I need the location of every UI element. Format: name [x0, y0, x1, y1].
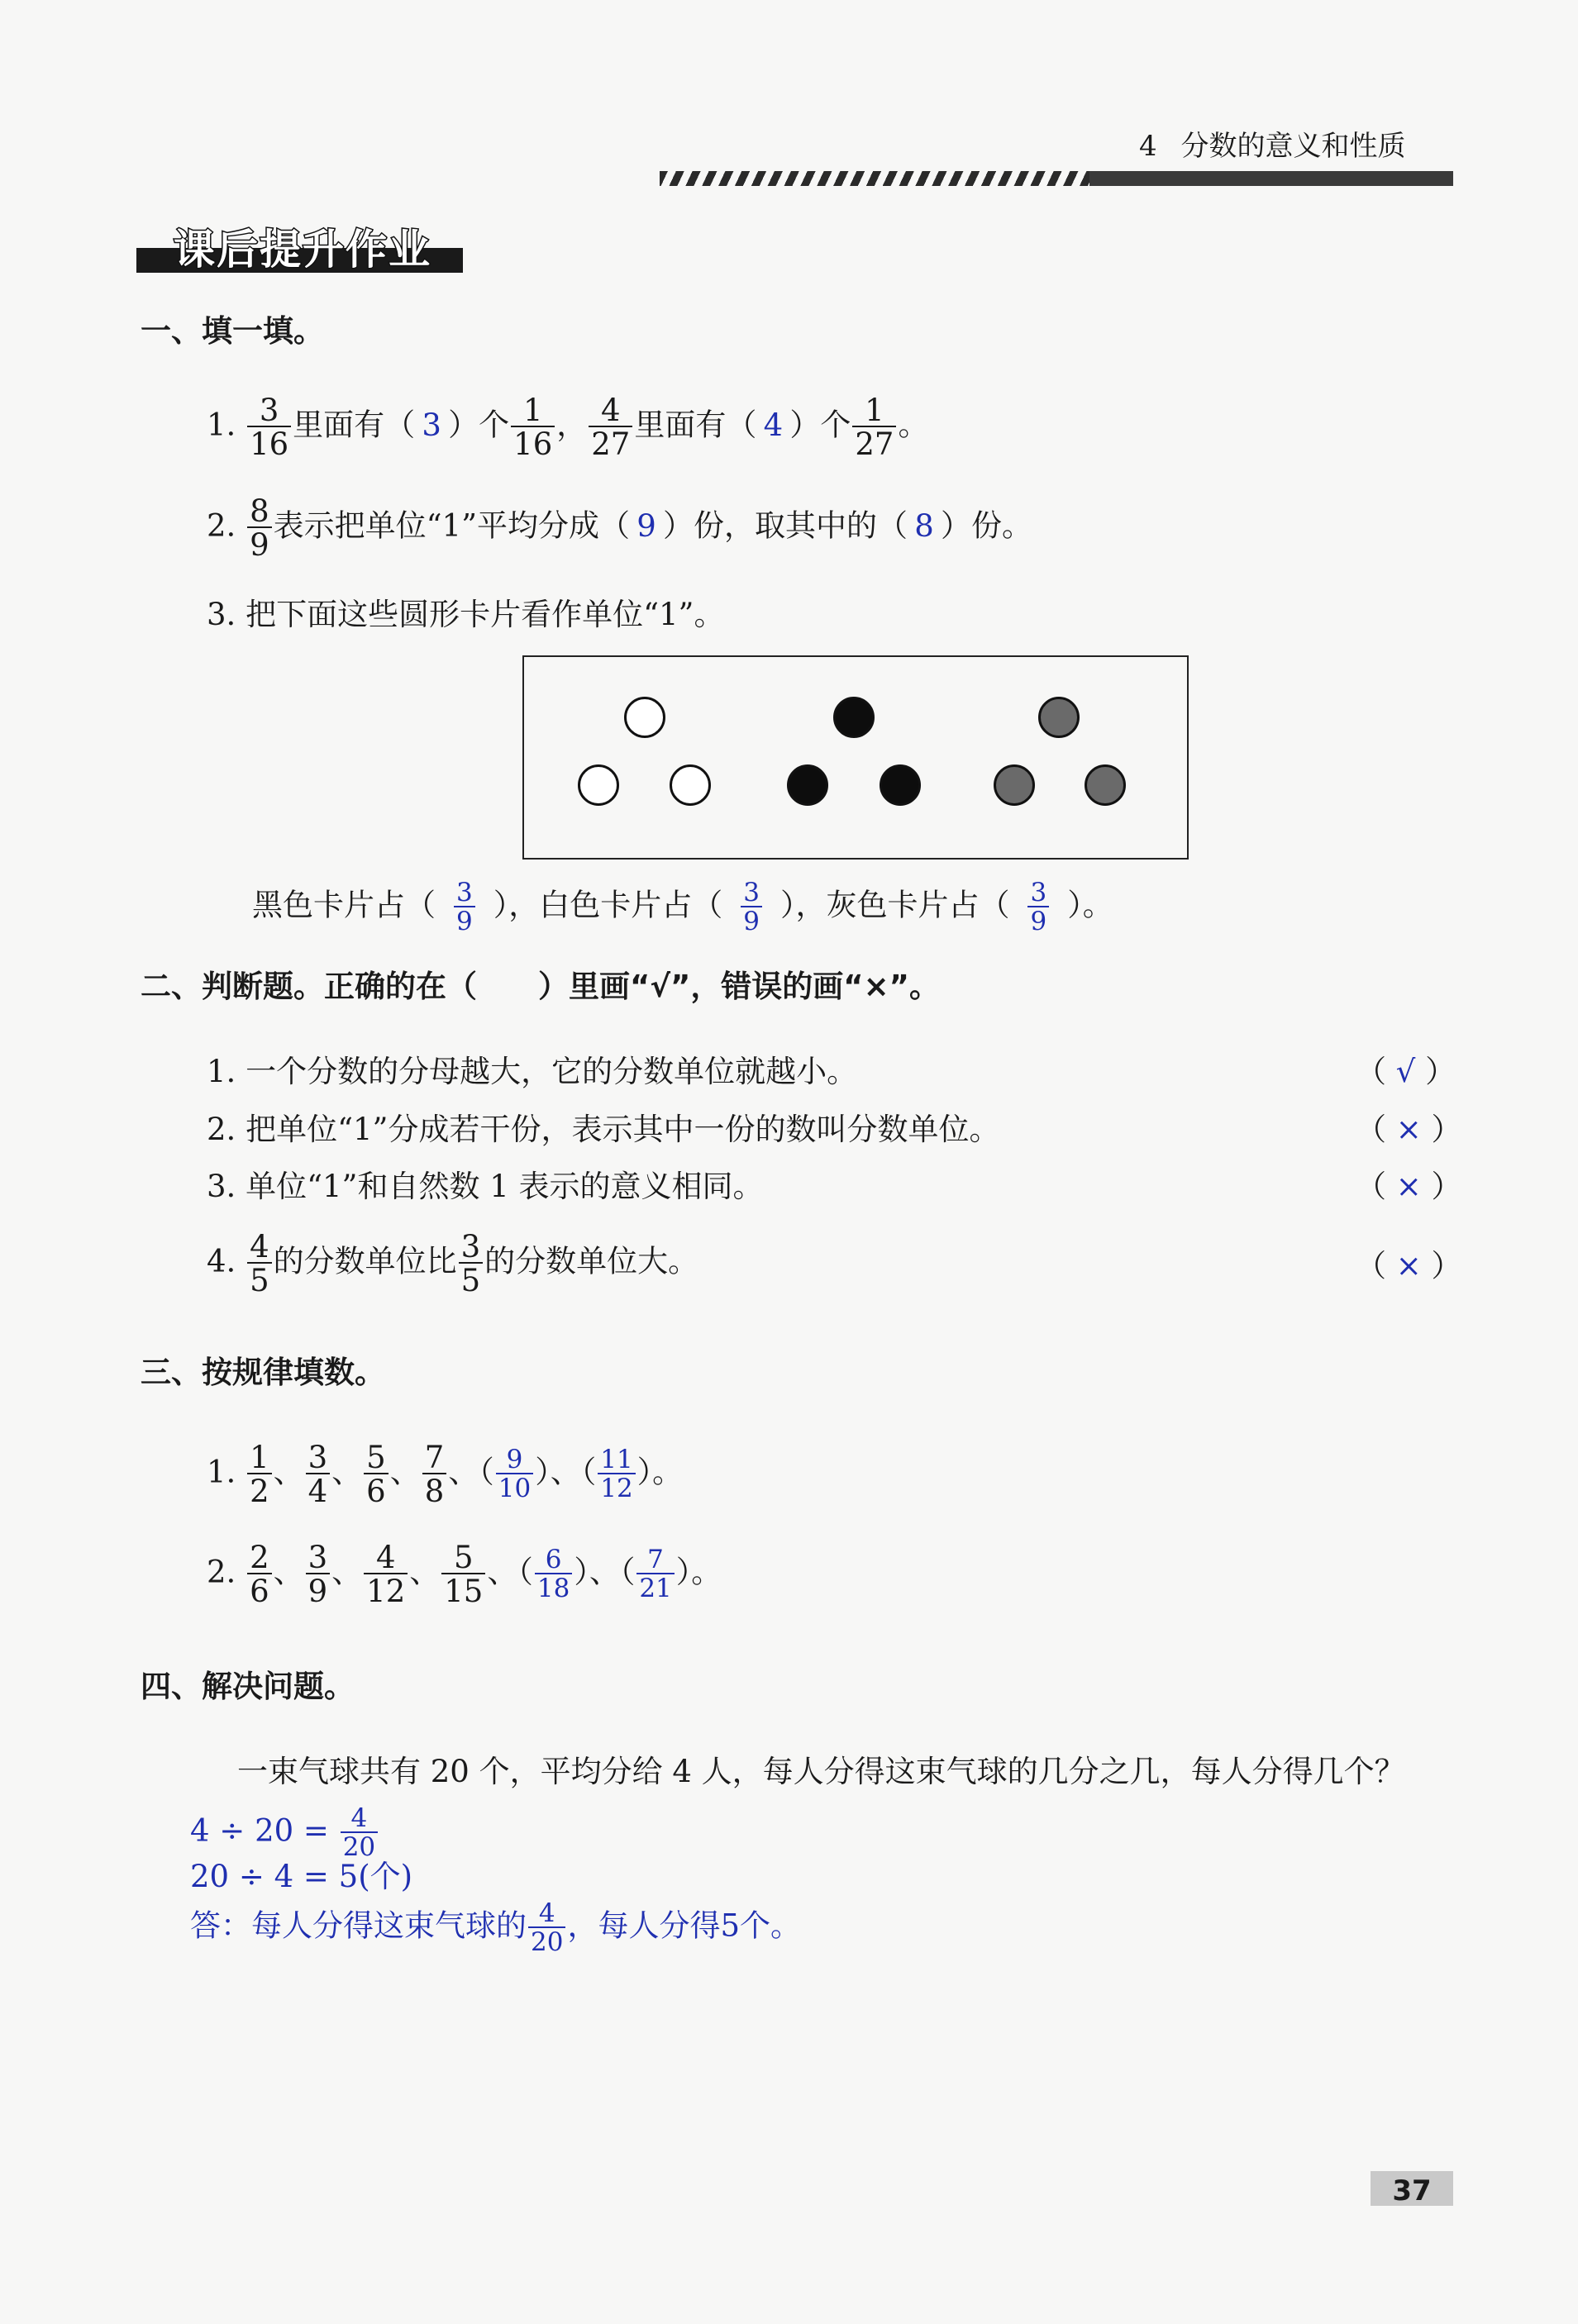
page-number: 37	[1392, 2174, 1432, 2207]
s1-question-3: 3. 把下面这些圆形卡片看作单位“1”。	[207, 597, 725, 632]
solution-line-1: 4 ÷ 20 = $\frac{4}{20}$	[190, 1806, 379, 1860]
judge-answer-4: （ × ）	[1356, 1248, 1462, 1283]
solution-line-2: 20 ÷ 4 = 5(个)	[190, 1859, 413, 1894]
s1-question-2: 2. $\frac{8}{9}$ 表示把单位“1”平均分成（ 9 ）份，取其中的（ 8 ）份。	[207, 493, 1032, 563]
pattern-answer: $\frac{6}{18}$	[535, 1547, 572, 1602]
white-fraction-answer: $\frac{3}{9}$	[741, 880, 762, 935]
judge-answer-2: （ × ）	[1356, 1112, 1462, 1147]
q-number: 2.	[207, 507, 236, 544]
judge-item-3: 3. 单位“1”和自然数 1 表示的意义相同。	[207, 1169, 764, 1204]
solution-answer: 答：每人分得这束气球的 $\frac{4}{20}$ ，每人分得5个。	[190, 1898, 801, 1957]
answer-blank: 3	[422, 407, 441, 443]
fraction: $\frac{3}{16}$	[247, 395, 291, 460]
fraction: $\frac{3}{5}$	[459, 1231, 484, 1296]
q-number: 3.	[207, 597, 236, 632]
section4-heading: 四、解决问题。	[141, 1669, 355, 1704]
fraction: $\frac{4}{5}$	[247, 1231, 272, 1296]
judge-item-4: 4. $\frac{4}{5}$ 的分数单位比 $\frac{3}{5}$ 的分数单位大。	[207, 1229, 699, 1298]
fraction: $\frac{7}{8}$	[422, 1442, 447, 1507]
black-fraction-answer: $\frac{3}{9}$	[454, 880, 475, 935]
fraction: $\frac{4}{27}$	[589, 395, 632, 460]
judge-answer-1: （ √ ）	[1356, 1054, 1456, 1089]
fraction: $\frac{5}{15}$	[441, 1542, 485, 1607]
fraction: $\frac{4}{12}$	[364, 1542, 408, 1607]
answer-blank: 8	[914, 507, 934, 544]
s1-question-1: 1. $\frac{3}{16}$ 里面有（ 3 ）个 $\frac{1}{16}$ ， $\frac{4}{27}$ 里面有（ 4 ）个 $\frac{1}{27}$ 。	[207, 393, 929, 462]
fraction: $\frac{1}{27}$	[852, 395, 896, 460]
fraction: $\frac{8}{9}$	[247, 496, 272, 560]
fraction: $\frac{2}{6}$	[247, 1542, 272, 1607]
pattern-answer: $\frac{7}{21}$	[636, 1547, 674, 1602]
fraction: $\frac{1}{2}$	[247, 1442, 272, 1507]
judge-item-2: 2. 把单位“1”分成若干份，表示其中一份的数叫分数单位。	[207, 1112, 1000, 1147]
black-circle-card	[833, 697, 875, 738]
gray-circle-card	[1038, 697, 1080, 738]
black-circle-card	[787, 764, 828, 806]
fraction: $\frac{3}{9}$	[306, 1542, 331, 1607]
pattern-row-2: 2. $\frac{2}{6}$ 、 $\frac{3}{9}$ 、 $\frac{4}{12}$ 、 $\frac{5}{15}$ 、（ $\frac{6}{18}$ ）、（ $\frac{7}{21}$ ）。	[207, 1540, 722, 1609]
word-problem: 一束气球共有 20 个，平均分给 4 人，每人分得这束气球的几分之几，每人分得几个？	[237, 1754, 1405, 1789]
chapter-header	[1139, 130, 1406, 163]
white-circle-card	[578, 764, 619, 806]
gray-circle-card	[1085, 764, 1126, 806]
chapter-title: 分数的意义和性质	[1180, 130, 1406, 163]
section2-heading: 二、判断题。正确的在（ ）里画“√”，错误的画“×”。	[141, 969, 940, 1004]
fraction: $\frac{4}{20}$	[528, 1901, 565, 1955]
gray-circle-card	[994, 764, 1035, 806]
section1-heading: 一、填一填。	[141, 313, 324, 349]
section-banner-title: 课后提升作业	[174, 226, 431, 274]
chapter-number: 4	[1139, 130, 1157, 163]
black-circle-card	[880, 764, 921, 806]
fraction: $\frac{3}{4}$	[306, 1442, 331, 1507]
fraction: $\frac{1}{16}$	[511, 395, 555, 460]
pattern-answer: $\frac{11}{12}$	[598, 1447, 635, 1502]
fraction: $\frac{5}{6}$	[364, 1442, 389, 1507]
pattern-row-1: 1. $\frac{1}{2}$ 、 $\frac{3}{4}$ 、 $\frac{5}{6}$ 、 $\frac{7}{8}$ 、（ $\frac{9}{10}$ ）、（ $\frac{11}{12}$ ）。	[207, 1440, 684, 1509]
s1-question-3-answers: 黑色卡片占（ $\frac{3}{9}$ ），白色卡片占（ $\frac{3}{9}$ ），灰色卡片占（ $\frac{3}{9}$ ）。	[252, 878, 1113, 936]
white-circle-card	[670, 764, 711, 806]
answer-blank: 4	[763, 407, 784, 443]
pattern-answer: $\frac{9}{10}$	[496, 1447, 533, 1502]
header-stripe-divider	[660, 171, 1453, 186]
gray-fraction-answer: $\frac{3}{9}$	[1027, 880, 1049, 935]
judge-answer-3: （ × ）	[1356, 1169, 1462, 1204]
circle-cards-figure	[522, 655, 1189, 860]
answer-blank: 9	[636, 507, 656, 544]
q-number: 1.	[207, 407, 236, 443]
section3-heading: 三、按规律填数。	[141, 1355, 385, 1390]
white-circle-card	[624, 697, 665, 738]
fraction: $\frac{4}{20}$	[341, 1806, 378, 1860]
judge-item-1: 1. 一个分数的分母越大，它的分数单位就越小。	[207, 1054, 858, 1089]
